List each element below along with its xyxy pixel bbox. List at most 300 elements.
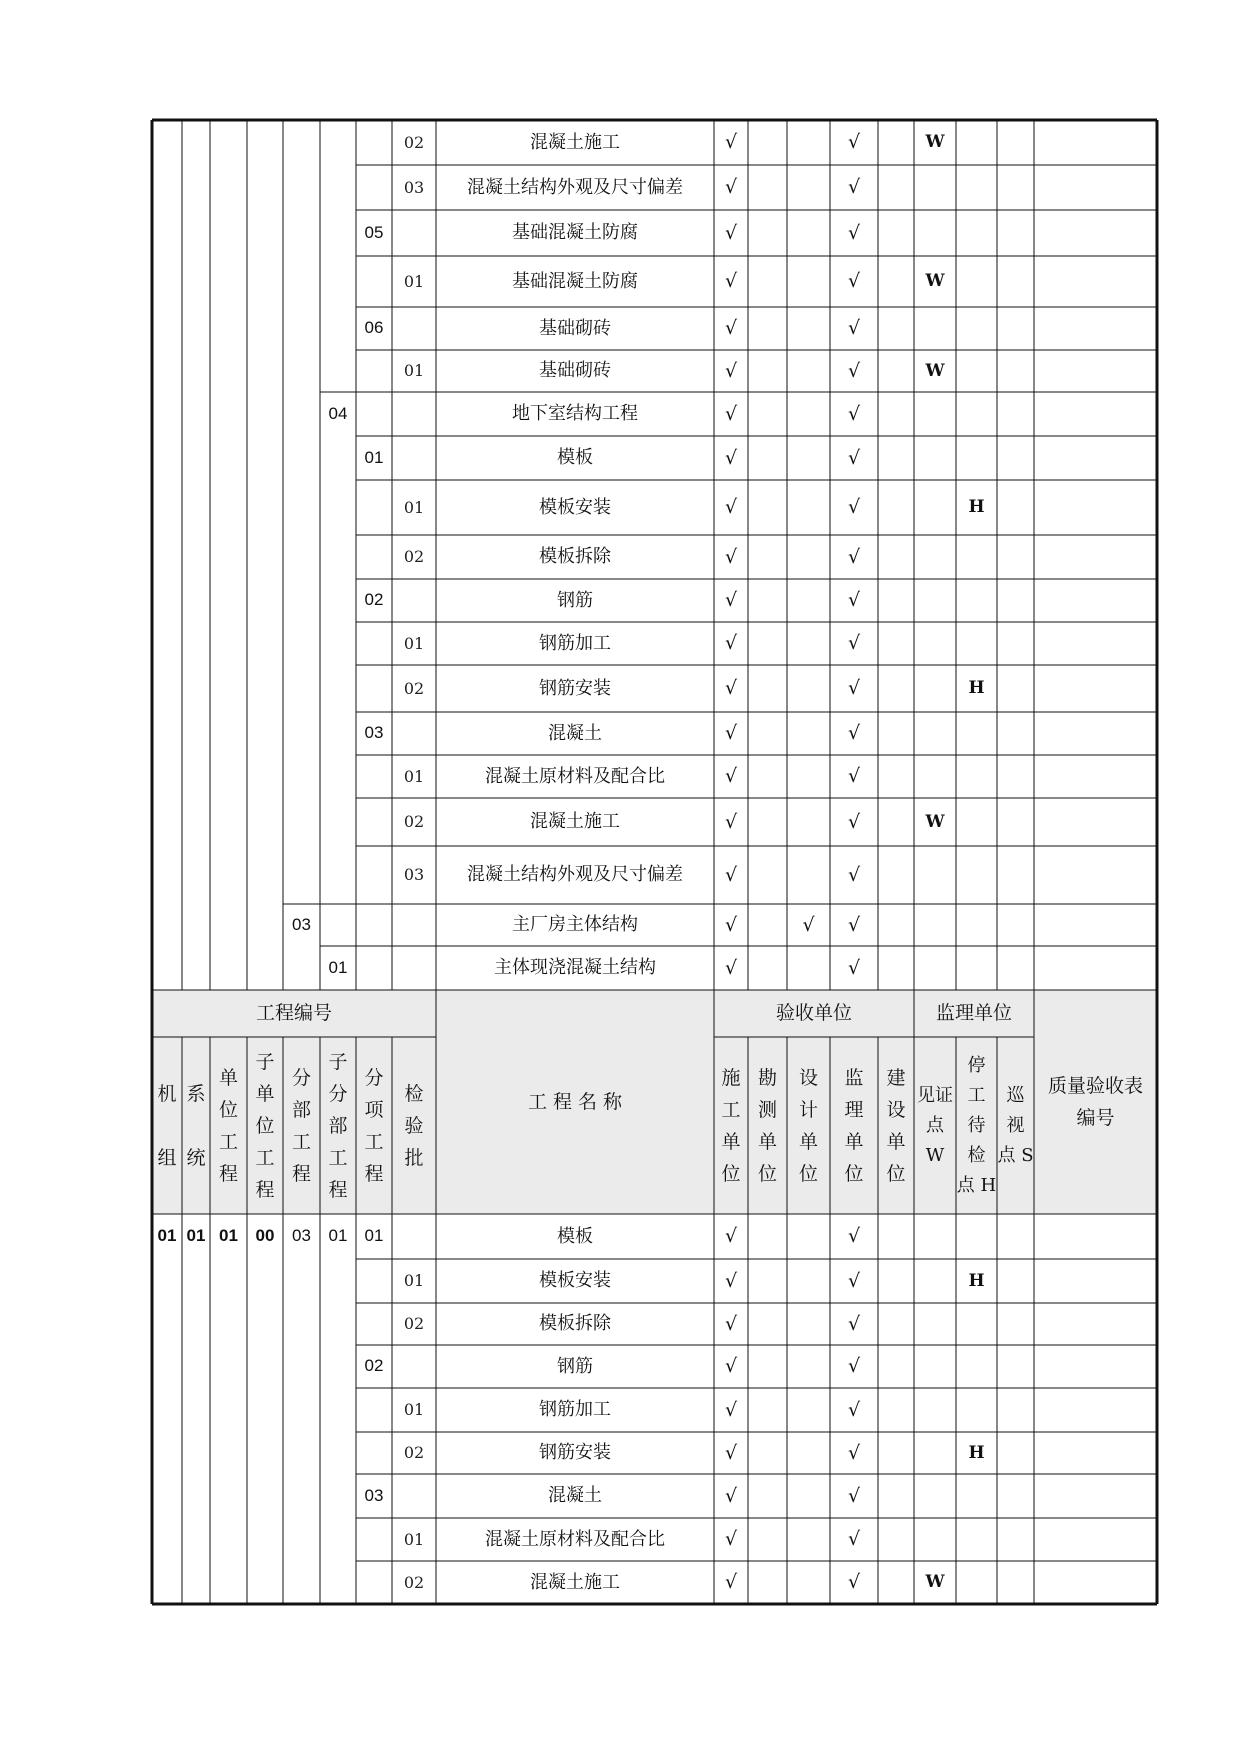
column-header: 监 理 单 位 (844, 1066, 864, 1185)
check-mark-js (878, 1388, 914, 1432)
division-code-03: 03 (292, 914, 311, 934)
project-name-cell: 混凝土原材料及配合比 (485, 765, 665, 787)
check-mark-sg: √ (724, 1312, 738, 1335)
code-c4: 03 (292, 1226, 311, 1246)
sub-division-code: 05 (364, 222, 384, 242)
item-code (392, 712, 436, 755)
check-mark-s (997, 846, 1034, 904)
check-mark-sj (787, 946, 830, 990)
project-name-cell: 混凝土结构外观及尺寸偏差 (467, 176, 683, 198)
check-mark-sg: √ (724, 221, 738, 244)
column-header: 单 位 工 程 (218, 1066, 238, 1185)
check-mark-s (997, 712, 1034, 755)
item-code: 01 (403, 1400, 425, 1420)
project-name-cell: 模板安装 (539, 1270, 611, 1292)
check-mark-s (997, 307, 1034, 350)
column-header: 施 工 单 位 (721, 1066, 741, 1185)
check-mark-kc (748, 350, 787, 392)
column-header: 巡 视 点 S (997, 1084, 1034, 1166)
check-mark-h (956, 120, 997, 165)
check-mark-h (956, 307, 997, 350)
check-mark-w: W (925, 360, 945, 381)
check-mark-h (956, 1345, 997, 1388)
check-mark-js (878, 535, 914, 579)
check-mark-s (997, 579, 1034, 622)
check-mark-s (997, 1214, 1034, 1259)
check-mark-kc (748, 1345, 787, 1388)
check-mark-kc (748, 436, 787, 480)
check-mark-sg: √ (724, 317, 738, 340)
check-mark-jl: √ (847, 677, 861, 700)
check-mark-h: H (968, 497, 985, 518)
check-mark-js (878, 1303, 914, 1345)
item-code: 02 (403, 678, 425, 698)
check-mark-kc (748, 1388, 787, 1432)
item-code: 02 (403, 812, 425, 832)
check-mark-sg: √ (724, 1441, 738, 1464)
column-header: 建 设 单 位 (886, 1066, 906, 1185)
project-name-cell: 钢筋 (557, 589, 593, 611)
check-mark-kc (748, 579, 787, 622)
sub-division-code-04: 04 (328, 403, 348, 423)
check-mark-js (878, 1214, 914, 1259)
column-header: 勘 测 单 位 (757, 1066, 777, 1185)
project-name-cell: 混凝土施工 (530, 1571, 620, 1593)
check-mark-h: H (968, 1270, 985, 1291)
check-mark-sg: √ (724, 1484, 738, 1507)
check-mark-jl: √ (847, 1269, 861, 1292)
sub-division-code-01: 01 (328, 957, 348, 977)
project-name-cell: 模板拆除 (539, 546, 611, 568)
sub-division-code (356, 904, 392, 946)
check-mark-sg: √ (724, 677, 738, 700)
code-c3: 00 (255, 1226, 275, 1246)
check-mark-s (997, 1561, 1034, 1604)
item-code: 02 (403, 1314, 425, 1334)
check-mark-sj (787, 712, 830, 755)
item-code: 01 (403, 1529, 425, 1549)
check-mark-h (956, 535, 997, 579)
project-name-cell: 混凝土施工 (530, 811, 620, 833)
check-mark-js (878, 307, 914, 350)
check-mark-h (956, 904, 997, 946)
code-c0: 01 (157, 1226, 177, 1246)
check-mark-sj (787, 1561, 830, 1604)
item-code: 02 (403, 132, 425, 152)
column-header: 子 分 部 工 程 (328, 1050, 348, 1201)
check-mark-s (997, 1388, 1034, 1432)
project-name-cell: 基础混凝土防腐 (512, 222, 638, 244)
check-mark-js (878, 210, 914, 256)
project-name-cell: 混凝土原材料及配合比 (485, 1528, 665, 1550)
check-mark-w: W (925, 811, 945, 832)
check-mark-jl: √ (847, 810, 861, 833)
check-mark-sj (787, 436, 830, 480)
check-mark-sg: √ (724, 1528, 738, 1551)
check-mark-kc (748, 1518, 787, 1561)
item-code (392, 307, 436, 350)
item-code (392, 904, 436, 946)
check-mark-sg: √ (724, 722, 738, 745)
check-mark-w (914, 1214, 956, 1259)
item-code: 02 (403, 1443, 425, 1463)
check-mark-kc (748, 622, 787, 665)
check-mark-js (878, 1474, 914, 1518)
sub-division-code (356, 392, 392, 436)
check-mark-sj (787, 1518, 830, 1561)
check-mark-js (878, 436, 914, 480)
check-mark-jl: √ (847, 446, 861, 469)
check-mark-w (914, 846, 956, 904)
check-mark-kc (748, 256, 787, 307)
check-mark-s (997, 1345, 1034, 1388)
sub-division-code (356, 350, 392, 392)
check-mark-kc (748, 946, 787, 990)
check-mark-jl: √ (847, 722, 861, 745)
sub-division-code (356, 1303, 392, 1345)
check-mark-kc (748, 1561, 787, 1604)
check-mark-js (878, 798, 914, 846)
project-name-cell: 混凝土施工 (530, 131, 620, 153)
check-mark-kc (748, 392, 787, 436)
check-mark-jl: √ (847, 545, 861, 568)
sub-division-code: 03 (364, 723, 384, 743)
check-mark-w (914, 1474, 956, 1518)
check-mark-kc (748, 904, 787, 946)
check-mark-kc (748, 665, 787, 712)
check-mark-js (878, 846, 914, 904)
check-mark-h (956, 1518, 997, 1561)
check-mark-sj: √ (802, 913, 815, 936)
check-mark-w (914, 579, 956, 622)
check-mark-sj (787, 1388, 830, 1432)
code-c1: 01 (186, 1226, 206, 1246)
check-mark-kc (748, 846, 787, 904)
check-mark-sj (787, 755, 830, 798)
check-mark-h (956, 1561, 997, 1604)
sub-division-code (356, 480, 392, 535)
project-name-cell: 基础砌砖 (539, 317, 611, 339)
check-mark-jl: √ (847, 956, 861, 979)
sub-division-code (356, 1561, 392, 1604)
engineering-no-header: 工程编号 (255, 1002, 332, 1025)
check-mark-sg: √ (724, 496, 738, 519)
check-mark-h (956, 210, 997, 256)
check-mark-js (878, 622, 914, 665)
check-mark-s (997, 256, 1034, 307)
code-c2: 01 (219, 1226, 238, 1246)
check-mark-js (878, 946, 914, 990)
check-mark-sj (787, 846, 830, 904)
check-mark-w (914, 165, 956, 210)
check-mark-sg: √ (724, 1269, 738, 1292)
check-mark-s (997, 350, 1034, 392)
check-mark-jl: √ (847, 632, 861, 655)
check-mark-w (914, 1518, 956, 1561)
check-mark-sg: √ (724, 956, 738, 979)
check-mark-jl: √ (847, 359, 861, 382)
check-mark-h (956, 712, 997, 755)
check-mark-sg: √ (724, 270, 738, 293)
column-header: 系 统 (186, 1082, 206, 1169)
sub-division-code (356, 946, 392, 990)
project-name-cell: 基础砌砖 (539, 360, 611, 382)
check-mark-js (878, 1561, 914, 1604)
sub-division-code (356, 798, 392, 846)
sub-division-code: 06 (364, 318, 384, 338)
item-code (392, 1474, 436, 1518)
check-mark-js (878, 480, 914, 535)
sub-division-code (356, 755, 392, 798)
sub-division-code (356, 165, 392, 210)
check-mark-sj (787, 1214, 830, 1259)
check-mark-jl: √ (847, 131, 861, 154)
check-mark-js (878, 1345, 914, 1388)
project-name-header: 工 程 名 称 (527, 1090, 623, 1113)
check-mark-w (914, 210, 956, 256)
check-mark-jl: √ (847, 317, 861, 340)
check-mark-jl: √ (847, 589, 861, 612)
check-mark-kc (748, 480, 787, 535)
check-mark-kc (748, 535, 787, 579)
check-mark-jl: √ (847, 402, 861, 425)
project-name-cell: 基础混凝土防腐 (512, 270, 638, 292)
check-mark-w (914, 755, 956, 798)
check-mark-js (878, 904, 914, 946)
check-mark-js (878, 755, 914, 798)
sub-division-code (356, 846, 392, 904)
check-mark-kc (748, 165, 787, 210)
check-mark-w (914, 480, 956, 535)
item-code: 01 (403, 361, 425, 381)
check-mark-s (997, 436, 1034, 480)
check-mark-h (956, 1474, 997, 1518)
check-mark-w (914, 904, 956, 946)
check-mark-w: W (925, 132, 945, 153)
sub-division-code: 03 (364, 1485, 384, 1505)
check-mark-jl: √ (847, 863, 861, 886)
check-mark-jl: √ (847, 1312, 861, 1335)
check-mark-s (997, 1303, 1034, 1345)
check-mark-kc (748, 120, 787, 165)
check-mark-h (956, 1388, 997, 1432)
check-mark-jl: √ (847, 1441, 861, 1464)
check-mark-h (956, 755, 997, 798)
check-mark-h (956, 256, 997, 307)
check-mark-h (956, 579, 997, 622)
check-mark-s (997, 622, 1034, 665)
check-mark-sg: √ (724, 359, 738, 382)
sub-division-code (356, 1518, 392, 1561)
project-name-cell: 钢筋安装 (539, 1442, 611, 1464)
sub-division-code (356, 665, 392, 712)
project-name-cell: 混凝土 (548, 1485, 602, 1507)
check-mark-kc (748, 1303, 787, 1345)
check-mark-sj (787, 307, 830, 350)
check-mark-js (878, 665, 914, 712)
check-mark-w: W (925, 1572, 945, 1593)
item-code: 01 (403, 497, 425, 517)
check-mark-sj (787, 1474, 830, 1518)
check-mark-w (914, 1259, 956, 1303)
check-mark-sj (787, 1432, 830, 1474)
check-mark-sg: √ (724, 446, 738, 469)
check-mark-sg: √ (724, 863, 738, 886)
check-mark-s (997, 392, 1034, 436)
check-mark-sg: √ (724, 589, 738, 612)
check-mark-s (997, 665, 1034, 712)
item-code: 02 (403, 547, 425, 567)
check-mark-s (997, 1474, 1034, 1518)
check-mark-s (997, 120, 1034, 165)
check-mark-kc (748, 712, 787, 755)
check-mark-kc (748, 755, 787, 798)
check-mark-jl: √ (847, 1398, 861, 1421)
check-mark-w (914, 1303, 956, 1345)
check-mark-jl: √ (847, 1355, 861, 1378)
check-mark-w (914, 392, 956, 436)
check-mark-js (878, 712, 914, 755)
check-mark-s (997, 165, 1034, 210)
check-mark-jl: √ (847, 176, 861, 199)
check-mark-sg: √ (724, 810, 738, 833)
check-mark-s (997, 904, 1034, 946)
check-mark-kc (748, 307, 787, 350)
check-mark-kc (748, 1474, 787, 1518)
column-header: 停 工 待 检 点 H (956, 1054, 997, 1196)
sub-division-code: 02 (364, 1356, 384, 1376)
check-mark-kc (748, 1259, 787, 1303)
check-mark-sj (787, 256, 830, 307)
sub-division-code (356, 1388, 392, 1432)
check-mark-h (956, 946, 997, 990)
check-mark-s (997, 1259, 1034, 1303)
check-mark-h (956, 798, 997, 846)
check-mark-sg: √ (724, 1225, 738, 1248)
check-mark-w (914, 307, 956, 350)
code-c5: 01 (328, 1226, 348, 1246)
item-code (392, 210, 436, 256)
check-mark-jl: √ (847, 1484, 861, 1507)
sub-division-code: 02 (364, 590, 384, 610)
check-mark-w (914, 1432, 956, 1474)
acceptance-unit-header: 验收单位 (775, 1002, 852, 1025)
check-mark-js (878, 350, 914, 392)
item-code: 01 (403, 766, 425, 786)
check-mark-jl: √ (847, 221, 861, 244)
check-mark-w (914, 946, 956, 990)
project-name-cell: 混凝土 (548, 722, 602, 744)
check-mark-w (914, 436, 956, 480)
item-code (392, 392, 436, 436)
check-mark-s (997, 1432, 1034, 1474)
check-mark-js (878, 1518, 914, 1561)
project-name-cell: 主厂房主体结构 (512, 914, 638, 936)
check-mark-sj (787, 120, 830, 165)
column-header: 设 计 单 位 (798, 1066, 818, 1185)
check-mark-h (956, 436, 997, 480)
check-mark-sg: √ (724, 1355, 738, 1378)
check-mark-jl: √ (847, 913, 861, 936)
check-mark-h (956, 165, 997, 210)
check-mark-sj (787, 350, 830, 392)
check-mark-h: H (968, 678, 985, 699)
check-mark-js (878, 1259, 914, 1303)
check-mark-sg: √ (724, 765, 738, 788)
check-mark-s (997, 946, 1034, 990)
check-mark-sg: √ (724, 1571, 738, 1594)
project-name-cell: 混凝土结构外观及尺寸偏差 (467, 864, 683, 886)
check-mark-s (997, 480, 1034, 535)
check-mark-s (997, 798, 1034, 846)
item-code (392, 579, 436, 622)
check-mark-sg: √ (724, 632, 738, 655)
project-name-cell: 模板 (557, 447, 593, 469)
check-mark-js (878, 392, 914, 436)
check-mark-js (878, 120, 914, 165)
check-mark-js (878, 1432, 914, 1474)
check-mark-w (914, 535, 956, 579)
sub-division-code: 01 (364, 447, 384, 467)
check-mark-sj (787, 579, 830, 622)
check-mark-s (997, 210, 1034, 256)
check-mark-jl: √ (847, 765, 861, 788)
check-mark-jl: √ (847, 496, 861, 519)
supervision-unit-header: 监理单位 (935, 1002, 1012, 1025)
project-name-cell: 主体现浇混凝土结构 (494, 957, 656, 979)
sub-division-code (356, 256, 392, 307)
check-mark-sg: √ (724, 131, 738, 154)
check-mark-sg: √ (724, 176, 738, 199)
check-mark-s (997, 755, 1034, 798)
item-code: 02 (403, 1572, 425, 1592)
check-mark-kc (748, 798, 787, 846)
check-mark-s (997, 1518, 1034, 1561)
check-mark-js (878, 256, 914, 307)
check-mark-sj (787, 535, 830, 579)
check-mark-sj (787, 665, 830, 712)
check-mark-w (914, 622, 956, 665)
check-mark-sj (787, 210, 830, 256)
item-code: 03 (403, 865, 425, 885)
check-mark-s (997, 535, 1034, 579)
check-mark-sg: √ (724, 1398, 738, 1421)
item-code: 01 (403, 633, 425, 653)
column-header: 子 单 位 工 程 (255, 1050, 275, 1201)
column-header: 见证 点 W (917, 1084, 953, 1166)
check-mark-kc (748, 1214, 787, 1259)
check-mark-sj (787, 1345, 830, 1388)
code-c6: 01 (364, 1226, 384, 1246)
check-mark-w (914, 1388, 956, 1432)
item-code (392, 1214, 436, 1259)
project-name-cell: 钢筋安装 (539, 677, 611, 699)
item-code (392, 436, 436, 480)
item-code: 03 (403, 177, 425, 197)
sub-division-code (356, 1259, 392, 1303)
check-mark-kc (748, 1432, 787, 1474)
check-mark-sj (787, 622, 830, 665)
check-mark-w: W (925, 271, 945, 292)
project-name-cell: 钢筋加工 (539, 632, 611, 654)
check-mark-w (914, 665, 956, 712)
check-mark-jl: √ (847, 1225, 861, 1248)
check-mark-sj (787, 392, 830, 436)
check-mark-sj (787, 480, 830, 535)
check-mark-sj (787, 1259, 830, 1303)
check-mark-h (956, 1214, 997, 1259)
check-mark-w (914, 1345, 956, 1388)
